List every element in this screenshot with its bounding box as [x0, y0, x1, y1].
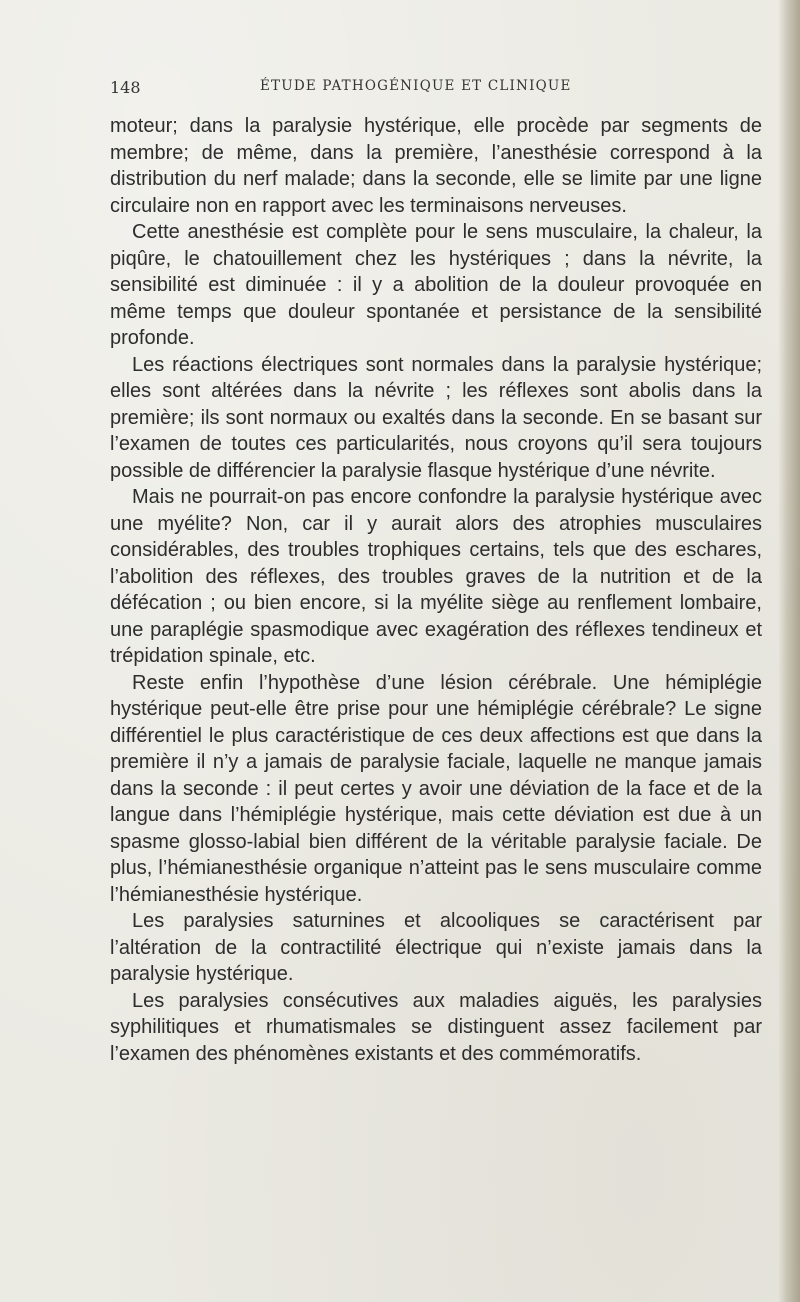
paragraph-4: Mais ne pourrait-on pas encore confondre la paralysie hystérique avec une myélite? Non, car il y aurait alors des atrophies musculaires considérables, des troubles trophiques certains, tels que des eschares, l’abolition des réflexes, des troubles graves de la nutrition et de la défécation ; ou bien encore, si la myélite siège au renflement lombaire, une paraplégie spasmodique avec exagération des réflexes tendineux et trépidation spinale, etc.: [110, 486, 762, 667]
paragraph-1: moteur; dans la paralysie hystérique, elle procède par segments de membre; de même, dans la première, l’anesthésie correspond à la distribution du nerf malade; dans la seconde, elle se limite par une ligne circulaire non en rapport avec les terminaisons nerveuses.: [110, 115, 762, 217]
page-number: 148: [110, 78, 141, 97]
paragraph-5: Reste enfin l’hypothèse d’une lésion cérébrale. Une hémiplégie hystérique peut-elle être prise pour une hémiplégie cérébrale? Le signe différentiel le plus caractéristique de ces deux affections est que dans la première il n’y a jamais de paralysie faciale, laquelle ne manque jamais dans la seconde : il peut certes y avoir une déviation de la face et de la langue dans l’hémiplégie hystérique, mais cette déviation est due à un spasme glosso-labial bien différent de la véritable paralysie faciale. De plus, l’hémianesthésie organique n’atteint pas le sens musculaire comme l’hémianesthésie hystérique.: [110, 671, 762, 906]
paragraph-3: Les réactions électriques sont normales dans la paralysie hystérique; elles sont altérées dans la névrite ; les réflexes sont abolis dans la première; ils sont normaux ou exaltés dans la seconde. En se basant sur l’examen de toutes ces particularités, nous croyons qu’il sera toujours possible de différencier la paralysie flasque hystérique d’une névrite.: [110, 353, 762, 482]
paragraph-2: Cette anesthésie est complète pour le sens musculaire, la chaleur, la piqûre, le chatouillement chez les hystériques ; dans la névrite, la sensibilité est diminuée : il y a abolition de la douleur provoquée en même temps que douleur spontanée et persistance de la sensibilité profonde.: [110, 221, 762, 349]
page-edge-shadow: [778, 0, 800, 1302]
paragraph-7: Les paralysies consécutives aux maladies aiguës, les paralysies syphilitiques et rhumatismales se distinguent assez facilement par l’examen des phénomènes existants et des commémoratifs.: [110, 989, 762, 1065]
running-title: ÉTUDE PATHOGÉNIQUE ET CLINIQUE: [260, 78, 572, 94]
body-text: [110, 113, 762, 1067]
paragraph-6: Les paralysies saturnines et alcooliques se caractérisent par l’altération de la contractilité électrique qui n’existe jamais dans la paralysie hystérique.: [110, 910, 762, 985]
page-header: [110, 72, 760, 102]
